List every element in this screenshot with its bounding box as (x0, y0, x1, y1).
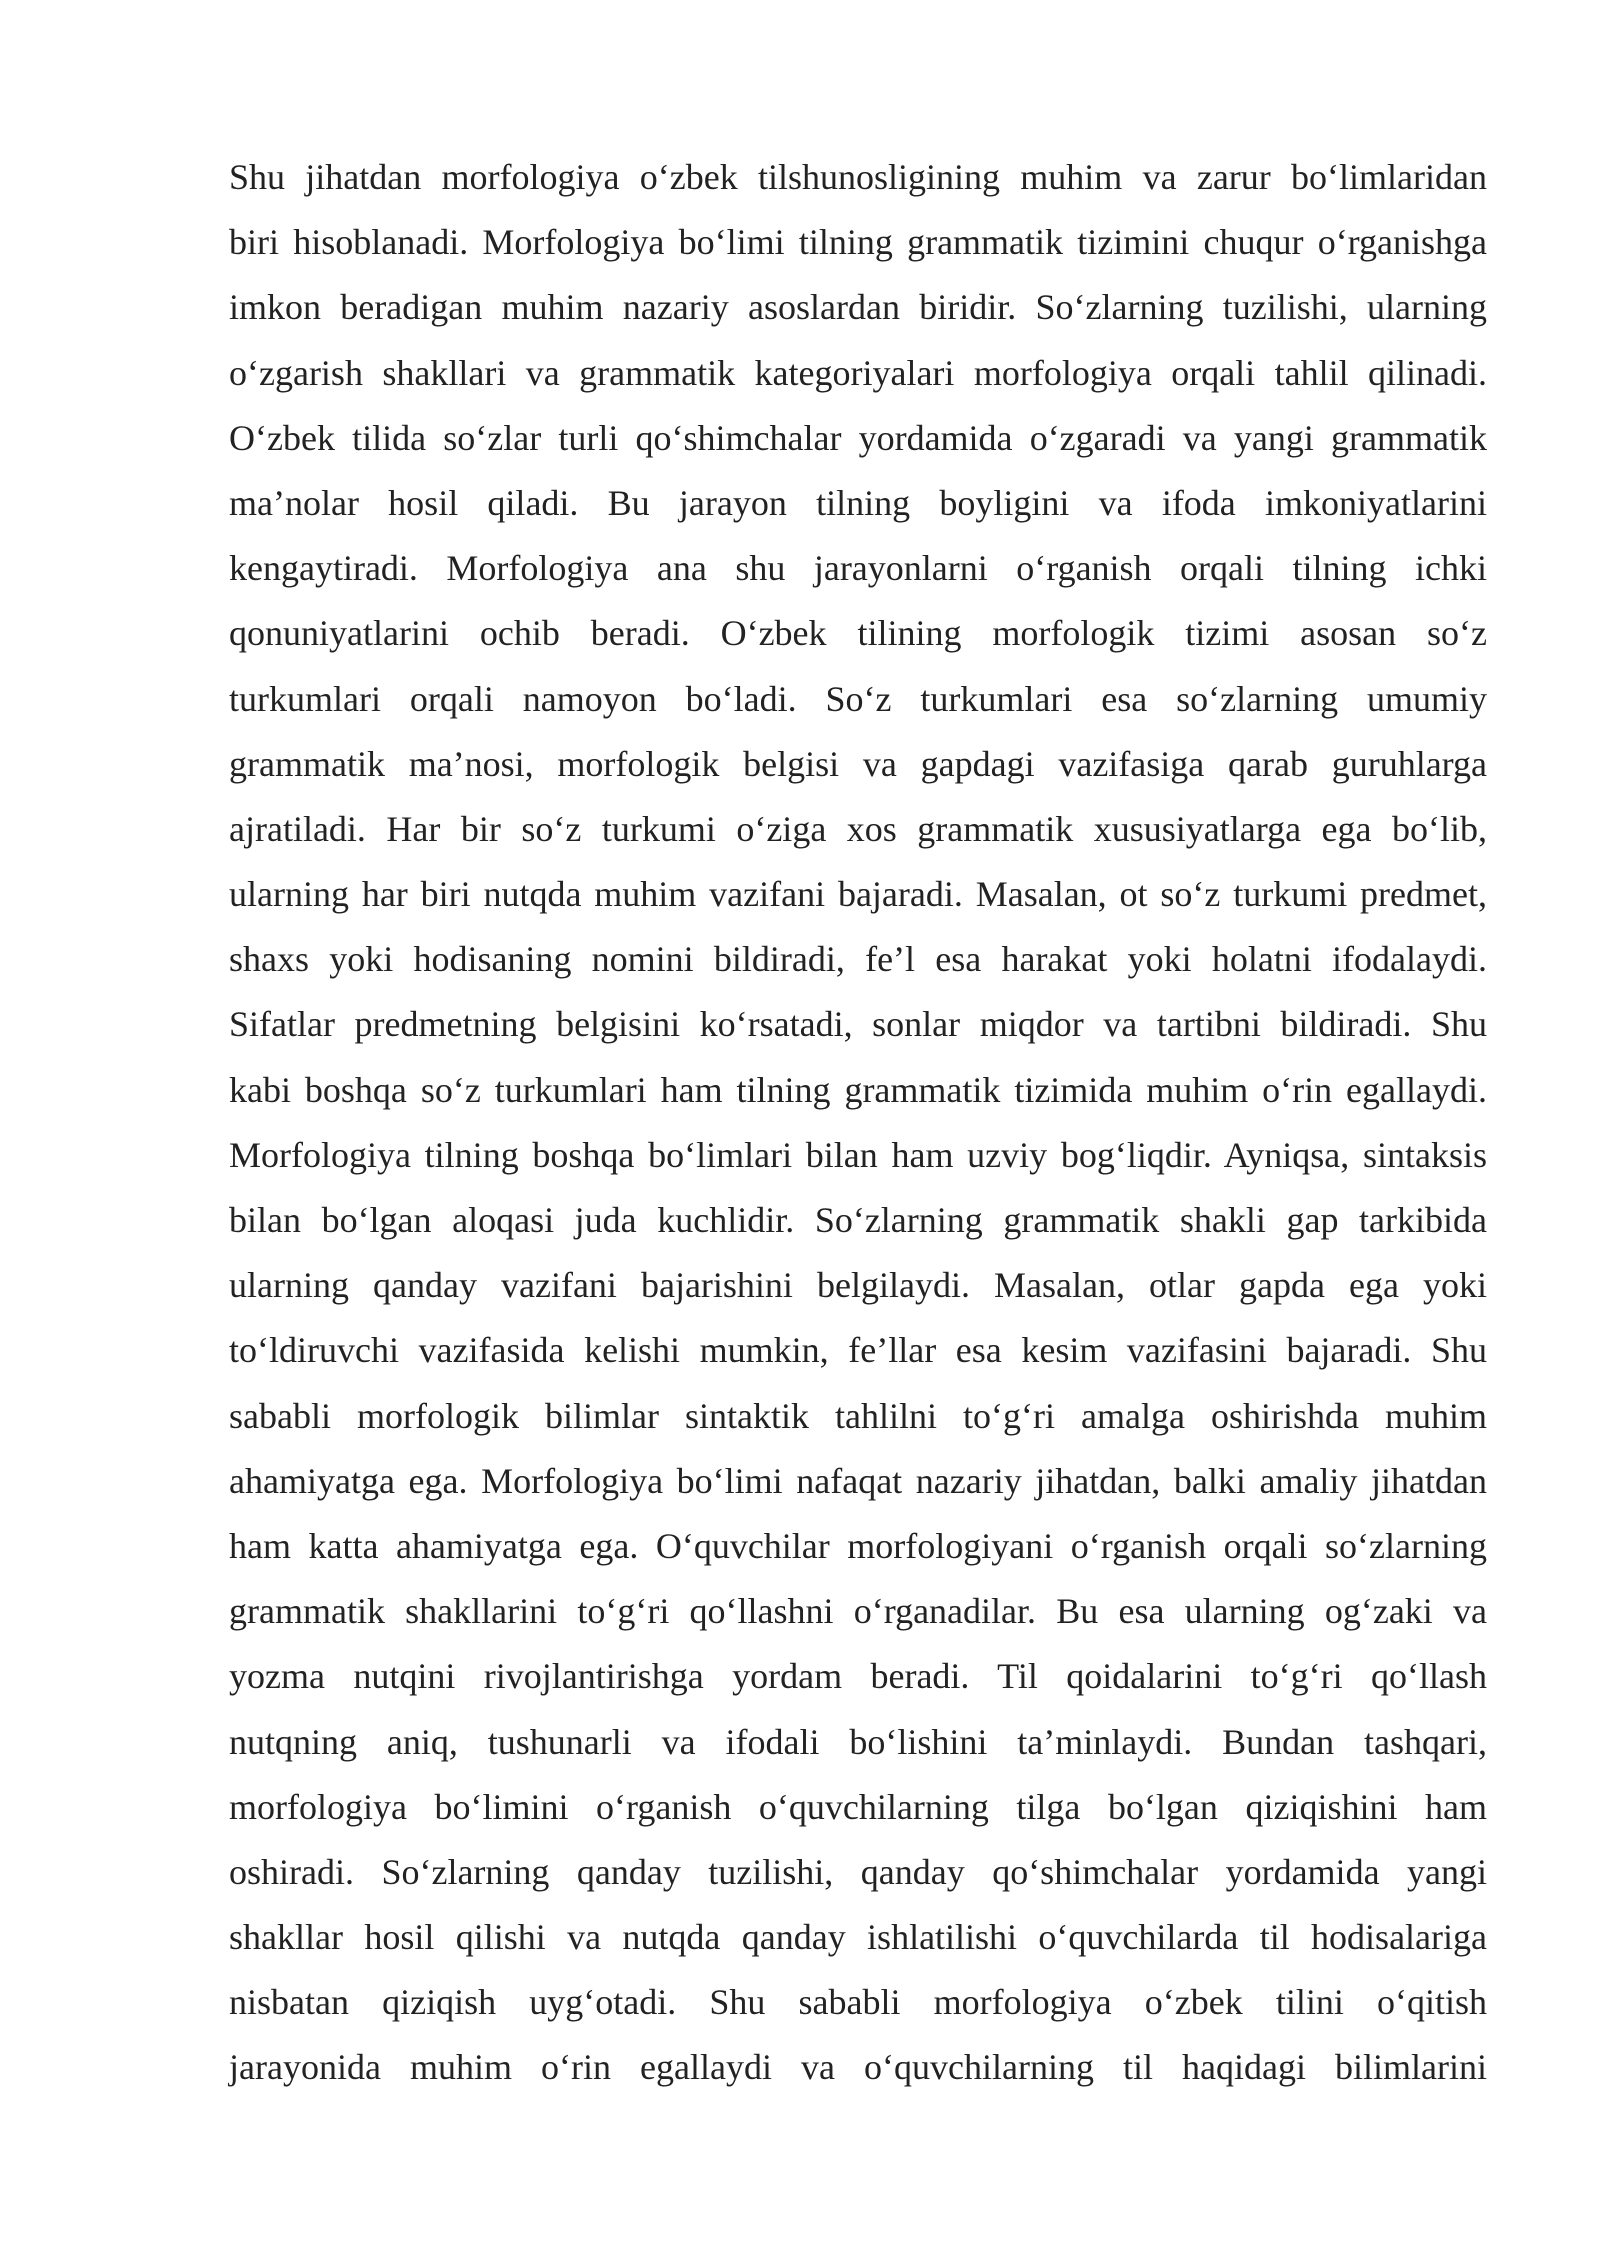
text-line: jarayonida muhim o‘rin egallaydi va o‘quvchilarning til haqidagi bilimlarini (229, 2047, 1487, 2088)
text-line: ahamiyatga ega. Morfologiya bo‘limi nafaqat nazariy jihatdan, balki amaliy jihatdan (229, 1460, 1487, 1501)
text-line: bilan bo‘lgan aloqasi juda kuchlidir. So‘zlarning grammatik shakli gap tarkibida (229, 1200, 1487, 1240)
text-line: turkumlari orqali namoyon bo‘ladi. So‘z turkumlari esa so‘zlarning umumiy (229, 678, 1487, 719)
text-line: ajratiladi. Har bir so‘z turkumi o‘ziga xos grammatik xususiyatlarga ega bo‘lib, (229, 808, 1487, 849)
text-line: kengaytiradi. Morfologiya ana shu jarayonlarni o‘rganish orqali tilning ichki (229, 548, 1487, 589)
text-line: kabi boshqa so‘z turkumlari ham tilning grammatik tizimida muhim o‘rin egallaydi. (229, 1069, 1487, 1110)
text-line: ularning qanday vazifani bajarishini belgilaydi. Masalan, otlar gapda ega yoki (229, 1265, 1487, 1306)
text-line: grammatik shakllarini to‘g‘ri qo‘llashni o‘rganadilar. Bu esa ularning og‘zaki va (229, 1591, 1487, 1632)
text-line: nutqning aniq, tushunarli va ifodali bo‘lishini ta’minlaydi. Bundan tashqari, (229, 1721, 1487, 1762)
text-line: shakllar hosil qilishi va nutqda qanday ishlatilishi o‘quvchilarda til hodisalariga (229, 1917, 1487, 1958)
text-line: ham katta ahamiyatga ega. O‘quvchilar morfologiyani o‘rganish orqali so‘zlarning (229, 1525, 1487, 1566)
text-line: Morfologiya tilning boshqa bo‘limlari bilan ham uzviy bog‘liqdir. Ayniqsa, sintaksis (229, 1134, 1487, 1175)
text-line: Shu jihatdan morfologiya o‘zbek tilshunosligining muhim va zarur bo‘limlaridan (229, 157, 1487, 197)
text-line: ma’nolar hosil qiladi. Bu jarayon tilning boyligini va ifoda imkoniyatlarini (229, 482, 1487, 523)
text-line: shaxs yoki hodisaning nomini bildiradi, fe’l esa harakat yoki holatni ifodalaydi. (229, 939, 1487, 980)
text-line: Sifatlar predmetning belgisini ko‘rsatadi, sonlar miqdor va tartibni bildiradi. Shu (229, 1004, 1487, 1045)
text-line: nisbatan qiziqish uyg‘otadi. Shu sababli morfologiya o‘zbek tilini o‘qitish (229, 1982, 1487, 2023)
text-line: yozma nutqini rivojlantirishga yordam beradi. Til qoidalarini to‘g‘ri qo‘llash (229, 1656, 1487, 1697)
text-line: biri hisoblanadi. Morfologiya bo‘limi tilning grammatik tizimini chuqur o‘rganishga (229, 222, 1487, 263)
body-paragraph (229, 149, 1487, 2105)
text-line: o‘zgarish shakllari va grammatik kategoriyalari morfologiya orqali tahlil qilinadi. (229, 352, 1487, 393)
text-line: oshiradi. So‘zlarning qanday tuzilishi, qanday qo‘shimchalar yordamida yangi (229, 1851, 1487, 1892)
text-line: to‘ldiruvchi vazifasida kelishi mumkin, fe’llar esa kesim vazifasini bajaradi. Shu (229, 1330, 1487, 1371)
text-line: O‘zbek tilida so‘zlar turli qo‘shimchalar yordamida o‘zgaradi va yangi grammatik (229, 417, 1487, 458)
text-line: imkon beradigan muhim nazariy asoslardan biridir. So‘zlarning tuzilishi, ularning (229, 287, 1487, 328)
text-line: morfologiya bo‘limini o‘rganish o‘quvchilarning tilga bo‘lgan qiziqishini ham (229, 1786, 1487, 1827)
text-line: ularning har biri nutqda muhim vazifani bajaradi. Masalan, ot so‘z turkumi predmet, (229, 874, 1487, 915)
text-line: qonuniyatlarini ochib beradi. O‘zbek tilining morfologik tizimi asosan so‘z (229, 613, 1487, 654)
text-line: grammatik ma’nosi, morfologik belgisi va gapdagi vazifasiga qarab guruhlarga (229, 743, 1487, 784)
text-line: sababli morfologik bilimlar sintaktik tahlilni to‘g‘ri amalga oshirishda muhim (229, 1395, 1487, 1436)
